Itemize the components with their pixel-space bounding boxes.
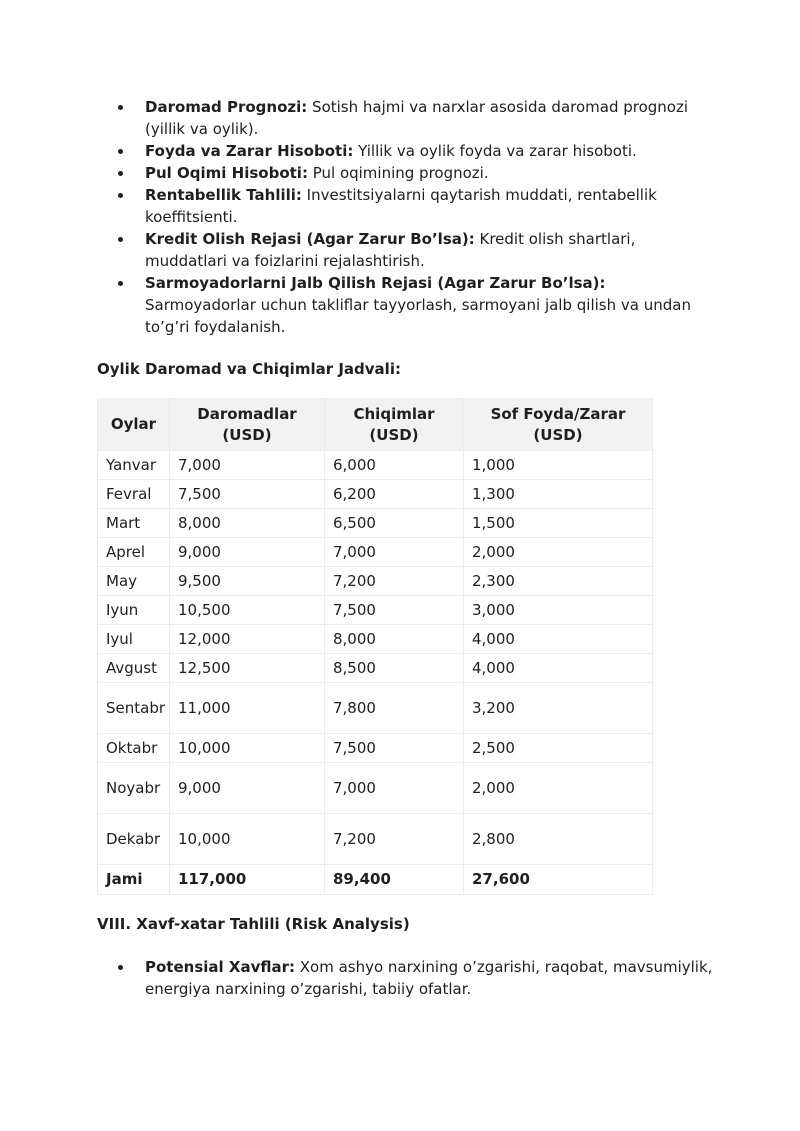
income-cell: 7,000 [170,451,325,480]
net-cell: 1,500 [464,509,653,538]
risk-list [118,956,718,1000]
list-item [118,162,718,184]
month-cell: Iyul [98,625,170,654]
income-cell: 10,000 [170,814,325,865]
month-cell: Avgust [98,654,170,683]
net-cell: 4,000 [464,625,653,654]
month-cell: Aprel [98,538,170,567]
income-cell: 9,000 [170,763,325,814]
month-cell: Iyun [98,596,170,625]
net-cell: 1,000 [464,451,653,480]
month-cell: Noyabr [98,763,170,814]
bullet-icon [118,193,123,198]
total-net-cell: 27,600 [464,865,653,895]
income-cell: 7,500 [170,480,325,509]
month-cell: Mart [98,509,170,538]
income-cell: 9,000 [170,538,325,567]
table-row [98,625,653,654]
total-income-cell: 117,000 [170,865,325,895]
item-term: Pul Oqimi Hisoboti: [145,164,308,182]
expense-cell: 7,500 [325,596,464,625]
net-cell: 4,000 [464,654,653,683]
monthly-income-expense-table [97,398,653,895]
expense-cell: 7,200 [325,567,464,596]
income-cell: 10,500 [170,596,325,625]
item-description: Sotish hajmi va narxlar asosida daromad prognozi (yillik va oylik). [145,98,689,138]
net-cell: 1,300 [464,480,653,509]
list-item [118,228,718,272]
section-title: VIII. Xavf-xatar Tahlili (Risk Analysis) [97,915,410,933]
list-item [118,272,718,338]
net-cell: 2,800 [464,814,653,865]
table-row [98,763,653,814]
item-term: Rentabellik Tahlili: [145,186,302,204]
net-cell: 3,200 [464,683,653,734]
expense-cell: 8,000 [325,625,464,654]
net-cell: 2,000 [464,538,653,567]
expense-cell: 7,200 [325,814,464,865]
item-description: Investitsiyalarni qaytarish muddati, rentabellik koeffitsienti. [145,186,657,226]
column-header-month: Oylar [98,399,170,451]
list-item [118,140,718,162]
month-cell: Yanvar [98,451,170,480]
item-term: Daromad Prognozi: [145,98,308,116]
bullet-icon [118,105,123,110]
table-row [98,567,653,596]
item-term: Kredit Olish Rejasi (Agar Zarur Bo’lsa): [145,230,475,248]
net-cell: 2,300 [464,567,653,596]
financial-plan-list [118,96,718,338]
column-header-expenses: Chiqimlar (USD) [325,399,464,451]
bullet-icon [118,237,123,242]
month-cell: Fevral [98,480,170,509]
month-cell: Sentabr [98,683,170,734]
table-row [98,683,653,734]
income-cell: 11,000 [170,683,325,734]
item-description: Xom ashyo narxining o’zgarishi, raqobat, mavsumiylik, energiya narxining o’zgarishi, tabiiy ofatlar. [145,958,713,998]
item-description: Yillik va oylik foyda va zarar hisoboti. [353,142,637,160]
item-term: Sarmoyadorlarni Jalb Qilish Rejasi (Agar Zarur Bo’lsa): [145,274,606,292]
income-cell: 9,500 [170,567,325,596]
total-expense-cell: 89,400 [325,865,464,895]
bullet-icon [118,281,123,286]
income-cell: 12,500 [170,654,325,683]
income-cell: 12,000 [170,625,325,654]
item-description: Kredit olish shartlari, muddatlari va foizlarini rejalashtirish. [145,230,636,270]
column-header-income: Daromadlar (USD) [170,399,325,451]
total-label-cell: Jami [98,865,170,895]
expense-cell: 8,500 [325,654,464,683]
item-term: Foyda va Zarar Hisoboti: [145,142,354,160]
net-cell: 2,000 [464,763,653,814]
table-title: Oylik Daromad va Chiqimlar Jadvali: [97,360,401,378]
item-description: Sarmoyadorlar uchun takliflar tayyorlash, sarmoyani jalb qilish va undan to’g’ri foydalanish. [145,296,691,336]
bullet-icon [118,965,123,970]
table-row [98,596,653,625]
net-cell: 3,000 [464,596,653,625]
list-item [118,956,718,1000]
table-row [98,538,653,567]
item-description: Pul oqimining prognozi. [307,164,489,182]
month-cell: May [98,567,170,596]
table-row [98,480,653,509]
table-row [98,814,653,865]
expense-cell: 6,000 [325,451,464,480]
net-cell: 2,500 [464,734,653,763]
bullet-icon [118,171,123,176]
expense-cell: 6,200 [325,480,464,509]
income-cell: 8,000 [170,509,325,538]
table-row [98,509,653,538]
table-header-row [98,399,653,451]
month-cell: Dekabr [98,814,170,865]
item-term: Potensial Xavflar: [145,958,295,976]
expense-cell: 7,000 [325,763,464,814]
income-cell: 10,000 [170,734,325,763]
column-header-net-profit: Sof Foyda/Zarar (USD) [464,399,653,451]
table-row [98,734,653,763]
month-cell: Oktabr [98,734,170,763]
expense-cell: 7,000 [325,538,464,567]
expense-cell: 6,500 [325,509,464,538]
table-row [98,654,653,683]
expense-cell: 7,500 [325,734,464,763]
expense-cell: 7,800 [325,683,464,734]
table-row [98,451,653,480]
list-item [118,184,718,228]
table-total-row [98,865,653,895]
bullet-icon [118,149,123,154]
list-item [118,96,718,140]
